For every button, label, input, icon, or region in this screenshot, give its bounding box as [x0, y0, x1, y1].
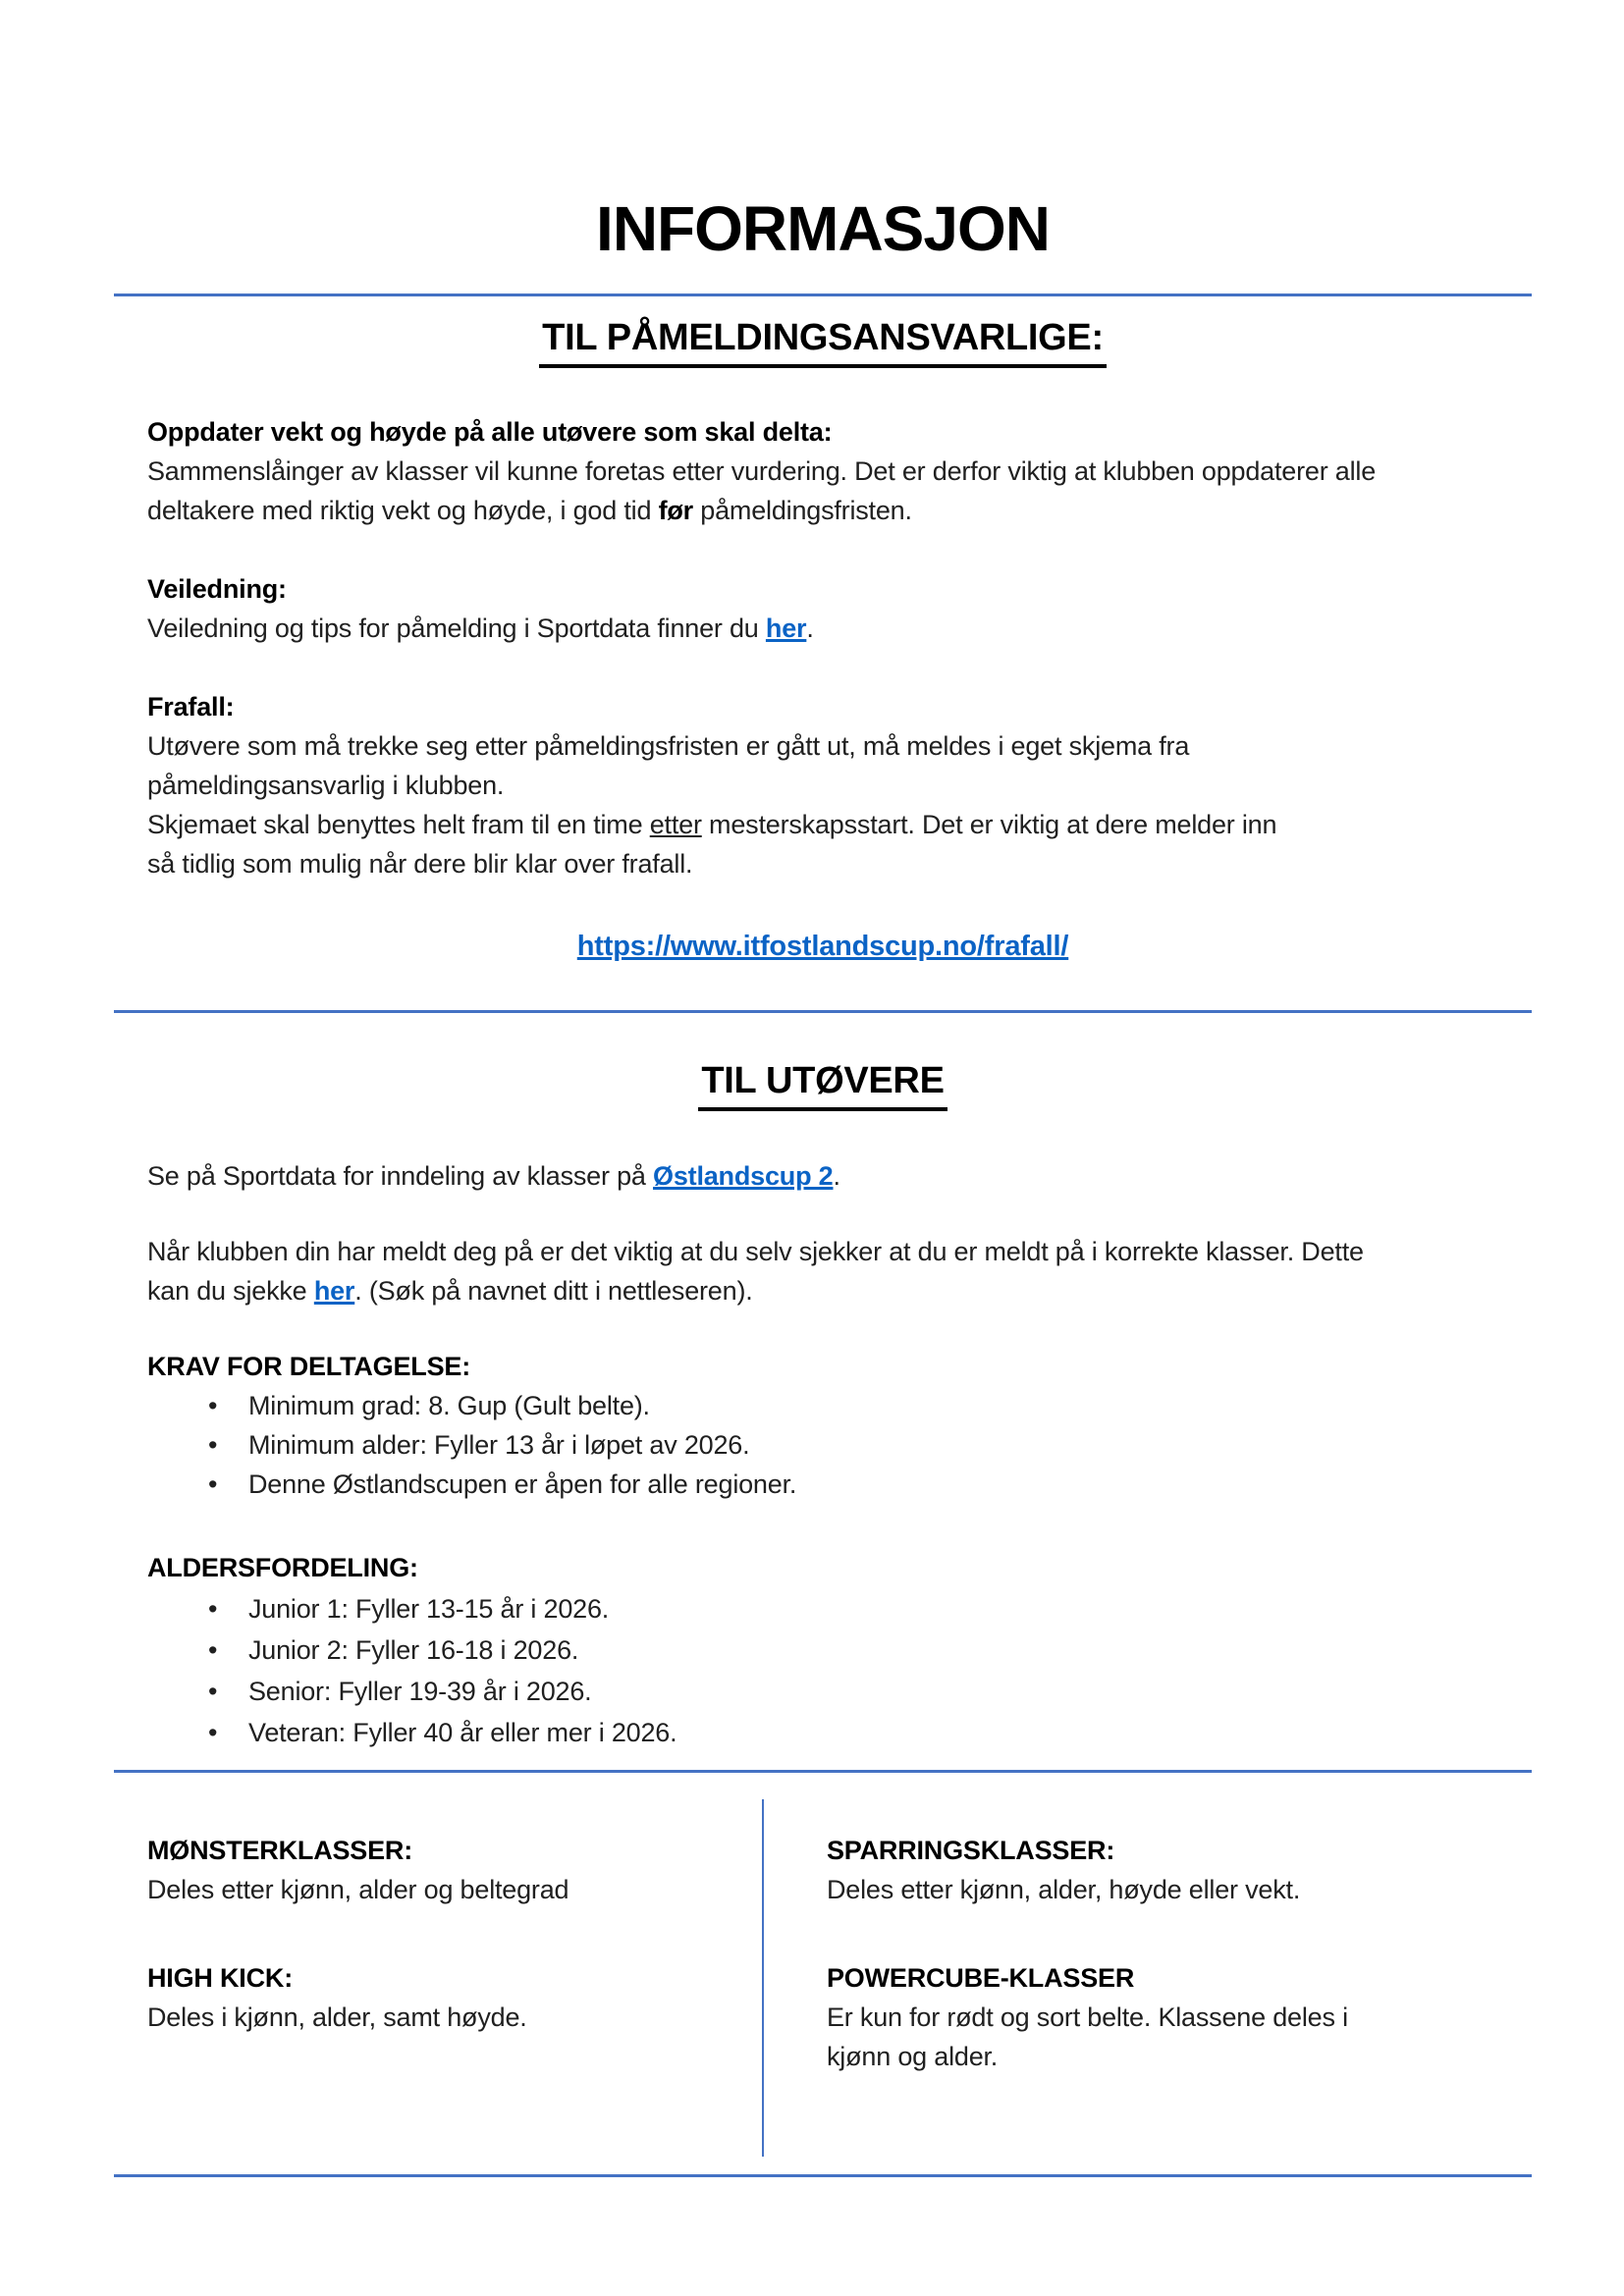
check-line2a: kan du sjekke	[147, 1276, 314, 1306]
alder-heading: ALDERSFORDELING:	[147, 1553, 418, 1582]
highkick-heading: HIGH KICK:	[147, 1963, 293, 1993]
paragraph-frafall	[147, 687, 1483, 883]
veiledning-body-end: .	[806, 614, 814, 643]
horizontal-rule-top	[114, 294, 1532, 296]
classes-right-column	[827, 1799, 1494, 2076]
update-body-line2a: deltakere med riktig vekt og høyde, i god tid	[147, 496, 659, 525]
sparring-heading: SPARRINGSKLASSER:	[827, 1836, 1115, 1865]
vertical-divider	[762, 1799, 764, 2157]
frafall-url-link[interactable]: https://www.itfostlandscup.no/frafall/	[576, 931, 1069, 962]
document-content	[114, 0, 1532, 2296]
highkick-body: Deles i kjønn, alder, samt høyde.	[147, 2002, 527, 2032]
paragraph-update-weight-height	[147, 412, 1483, 530]
list-item: • Junior 1: Fyller 13-15 år i 2026.	[204, 1588, 1481, 1629]
sportdata-body-end: .	[833, 1161, 840, 1191]
frafall-p2-underlined-etter: etter	[649, 810, 702, 839]
horizontal-rule-classes-top	[114, 1770, 1532, 1773]
powercube-body: Er kun for rødt og sort belte. Klassene deles i kjønn og alder.	[827, 2002, 1348, 2071]
update-body-line1: Sammenslåinger av klasser vil kunne foretas etter vurdering. Det er derfor viktig at klubben oppdaterer alle	[147, 456, 1377, 486]
paragraph-sportdata	[147, 1156, 1483, 1196]
update-body-bold-for: før	[658, 496, 693, 525]
update-body-line2b: påmeldingsfristen.	[692, 496, 912, 525]
frafall-p2-line1a: Skjemaet skal benyttes helt fram til en time	[147, 810, 650, 839]
update-subheading: Oppdater vekt og høyde på alle utøvere som skal delta:	[147, 417, 833, 447]
powercube-heading: POWERCUBE-KLASSER	[827, 1963, 1135, 1993]
check-line2b: . (Søk på navnet ditt i nettleseren).	[354, 1276, 753, 1306]
list-item: • Senior: Fyller 19-39 år i 2026.	[204, 1671, 1481, 1712]
alder-list	[204, 1588, 1481, 1753]
ostlandscup2-link[interactable]: Østlandscup 2	[653, 1161, 834, 1191]
frafall-url-line	[114, 927, 1532, 966]
horizontal-rule-middle	[114, 1010, 1532, 1013]
check-line1: Når klubben din har meldt deg på er det viktig at du selv sjekker at du er meldt på i korrekte klasser. Dette	[147, 1237, 1364, 1266]
page-title: INFORMASJON	[596, 193, 1050, 264]
veiledning-body: Veiledning og tips for påmelding i Sportdata finner du	[147, 614, 766, 643]
horizontal-rule-bottom	[114, 2174, 1532, 2177]
sparring-body: Deles etter kjønn, alder, høyde eller vekt.	[827, 1875, 1301, 1904]
classes-left-column	[147, 1799, 717, 2037]
section-heading-pameldingsansvarlige: TIL PÅMELDINGSANSVARLIGE:	[114, 317, 1532, 368]
krav-list	[204, 1386, 1481, 1504]
frafall-subheading: Frafall:	[147, 692, 235, 721]
list-item: • Minimum alder: Fyller 13 år i løpet av 2026.	[204, 1425, 1481, 1465]
list-item: • Veteran: Fyller 40 år eller mer i 2026.	[204, 1712, 1481, 1753]
frafall-p1-line1: Utøvere som må trekke seg etter påmeldingsfristen er gått ut, må meldes i eget skjema fra	[147, 731, 1190, 761]
frafall-p2-line2: så tidlig som mulig når dere blir klar over frafall.	[147, 849, 693, 879]
frafall-p1-line2: påmeldingsansvarlig i klubben.	[147, 771, 505, 800]
monster-body: Deles etter kjønn, alder og beltegrad	[147, 1875, 569, 1904]
paragraph-veiledning	[147, 569, 1483, 648]
veiledning-her-link[interactable]: her	[765, 614, 807, 643]
sportdata-body: Se på Sportdata for inndeling av klasser på	[147, 1161, 654, 1191]
list-item: • Denne Østlandscupen er åpen for alle regioner.	[204, 1465, 1481, 1504]
list-item: • Minimum grad: 8. Gup (Gult belte).	[204, 1386, 1481, 1425]
frafall-p2-line1b: mesterskapsstart. Det er viktig at dere melder inn	[701, 810, 1277, 839]
list-item: • Junior 2: Fyller 16-18 i 2026.	[204, 1629, 1481, 1671]
classes-two-column-section	[114, 1799, 1532, 2157]
check-her-link[interactable]: her	[313, 1276, 355, 1306]
monster-heading: MØNSTERKLASSER:	[147, 1836, 413, 1865]
veiledning-subheading: Veiledning:	[147, 574, 287, 604]
krav-heading: KRAV FOR DELTAGELSE:	[147, 1352, 470, 1381]
paragraph-check-classes	[147, 1232, 1483, 1310]
section-heading-utovere: TIL UTØVERE	[114, 1060, 1532, 1111]
